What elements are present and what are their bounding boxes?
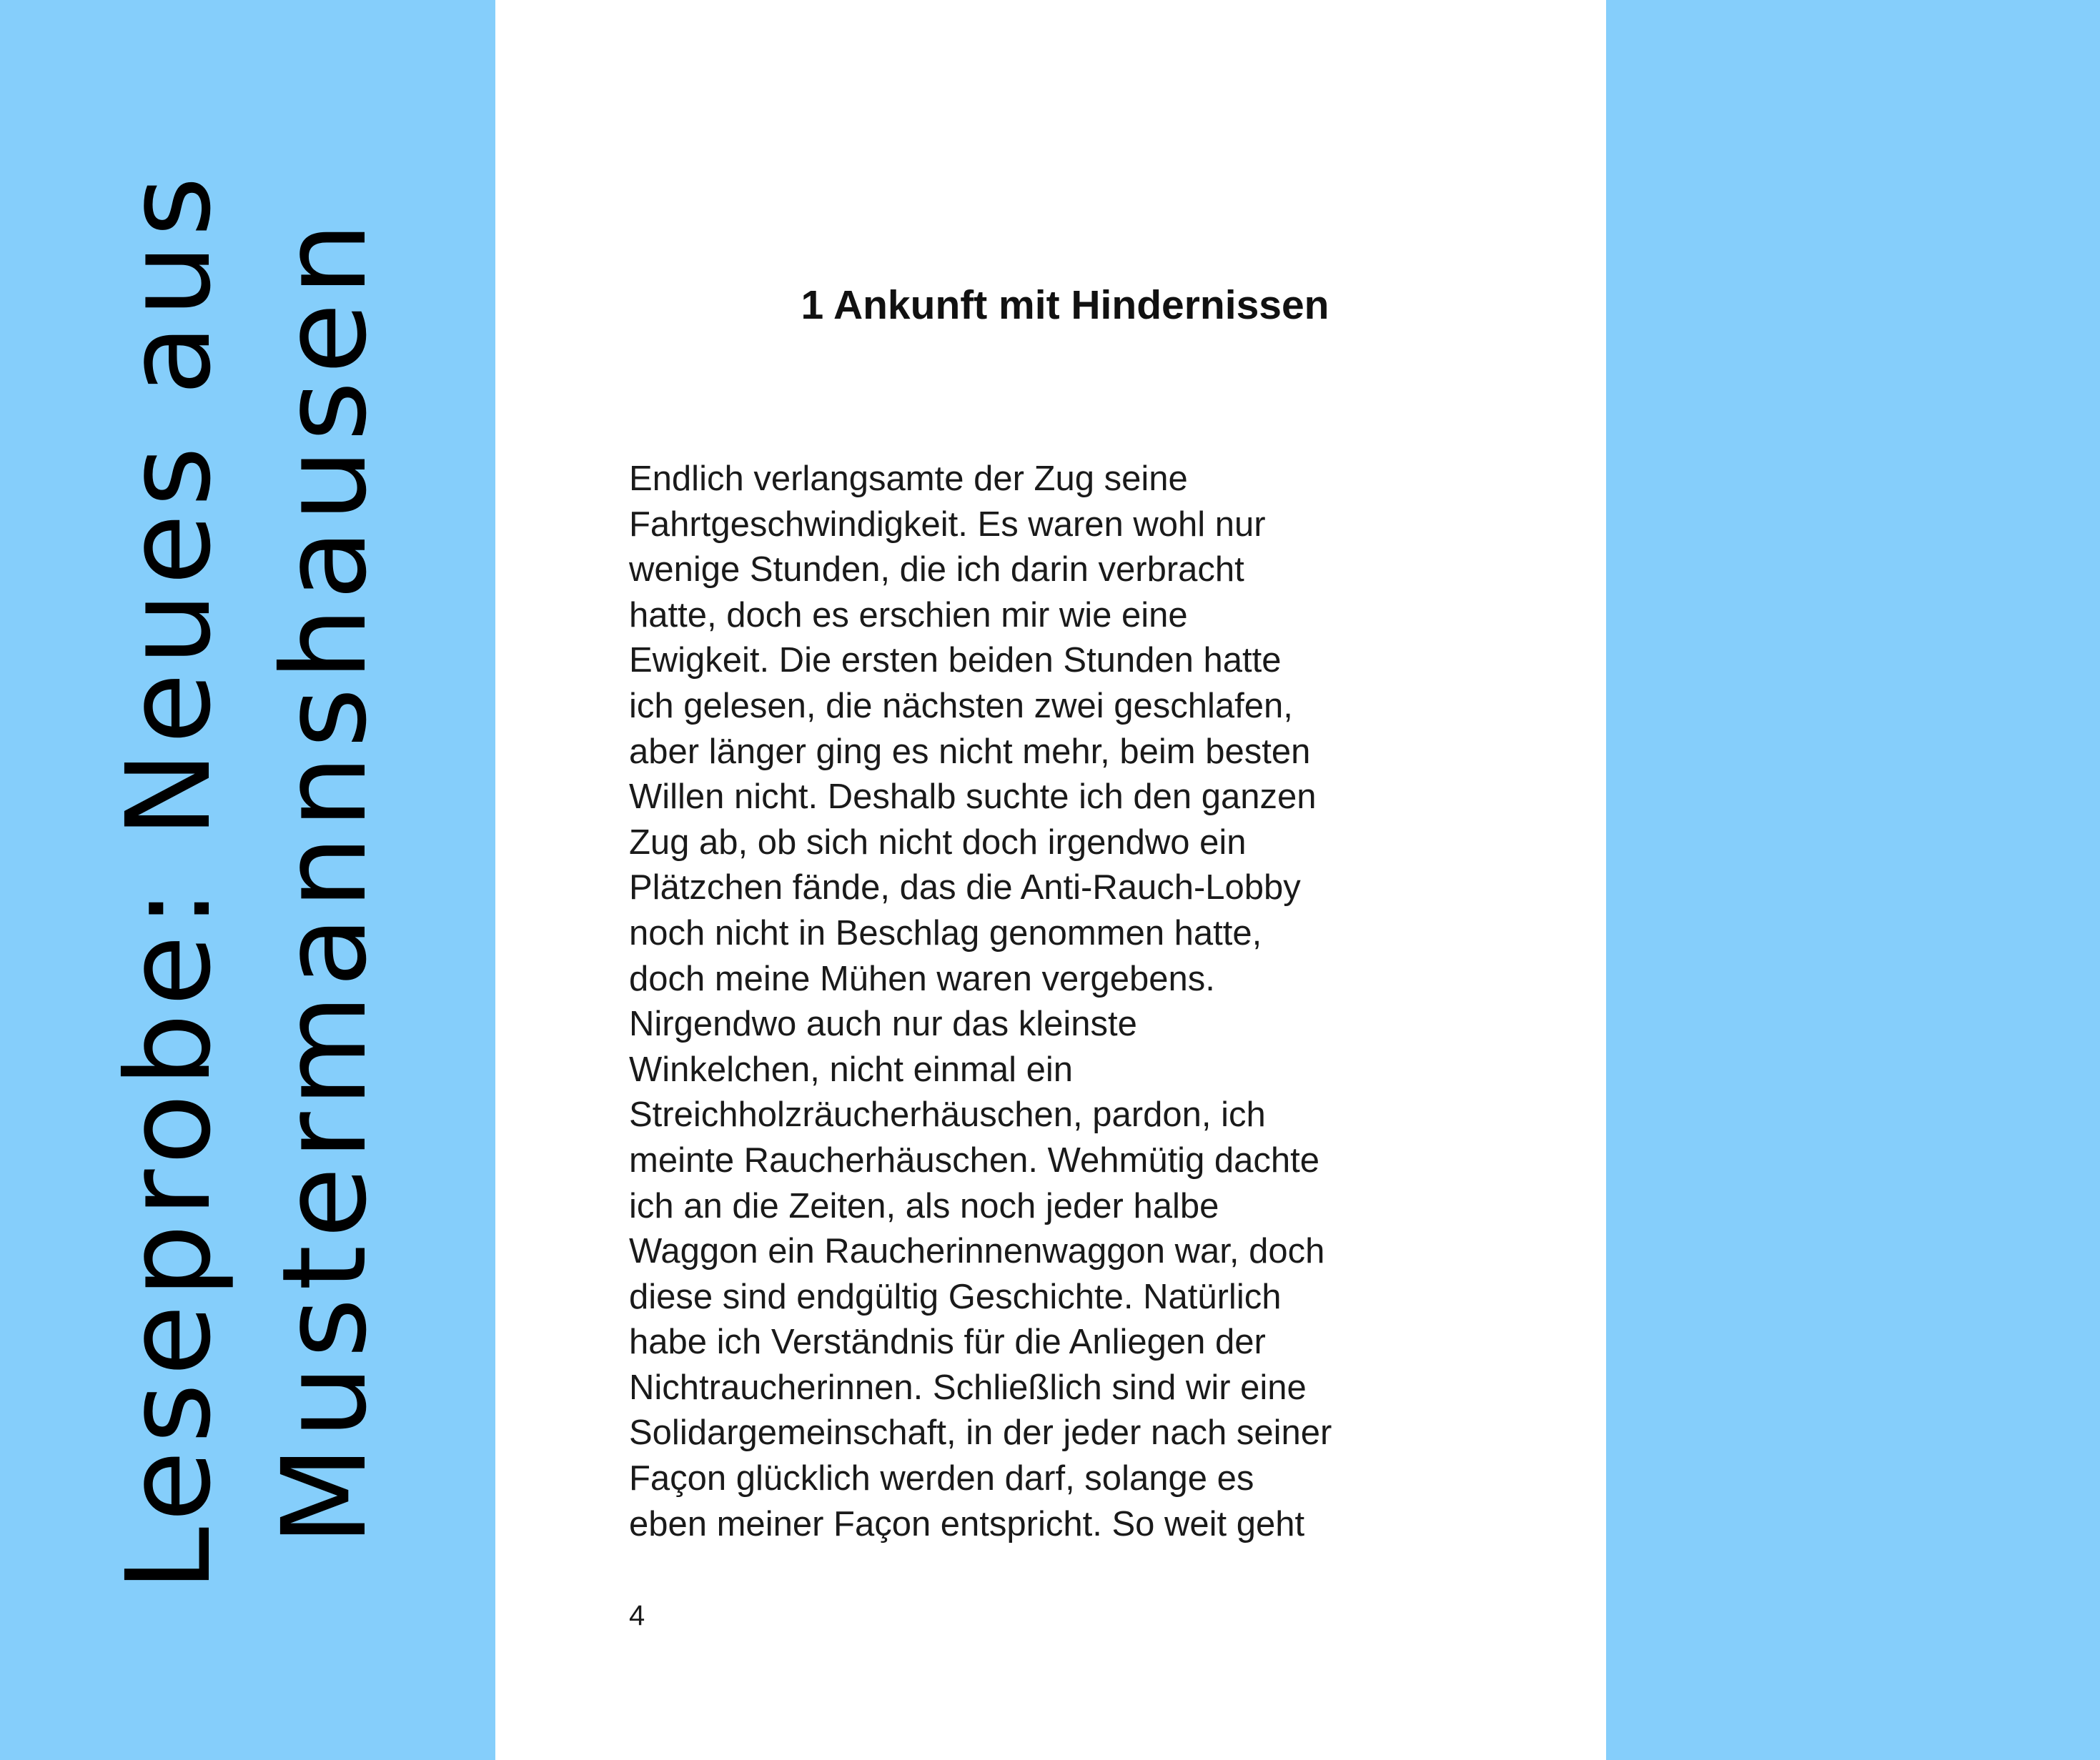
text-line: Ewigkeit. Die ersten beiden Stunden hatte: [629, 641, 1282, 680]
text-line: Nirgendwo auch nur das kleinste: [629, 1005, 1137, 1044]
text-line: Plätzchen fände, das die Anti-Rauch-Lobby: [629, 868, 1301, 908]
text-line: Solidargemeinschaft, in der jeder nach seiner: [629, 1413, 1332, 1453]
text-line: Streichholzräucherhäuschen, pardon, ich: [629, 1095, 1266, 1135]
text-line: Façon glücklich werden darf, solange es: [629, 1459, 1254, 1498]
left-title-panel: [0, 0, 495, 1760]
text-line: ich gelesen, die nächsten zwei geschlafen,: [629, 686, 1293, 725]
text-line: eben meiner Façon entspricht. So weit geht: [629, 1504, 1305, 1543]
text-line: Willen nicht. Deshalb suchte ich den ganzen: [629, 777, 1317, 817]
text-line: Endlich verlangsamte der Zug seine: [629, 459, 1188, 498]
book-page: [495, 0, 1606, 1760]
text-line: ich an die Zeiten, als noch jeder halbe: [629, 1186, 1219, 1225]
text-line: Nichtraucherinnen. Schließlich sind wir eine: [629, 1368, 1307, 1407]
text-line: habe ich Verständnis für die Anliegen der: [629, 1323, 1266, 1362]
right-background-panel: [1606, 0, 2100, 1760]
text-line: Winkelchen, nicht einmal ein: [629, 1050, 1073, 1089]
text-line: noch nicht in Beschlag genommen hatte,: [629, 913, 1262, 953]
title-line-1: Leseprobe: Neues aus: [102, 169, 237, 1592]
text-line: aber länger ging es nicht mehr, beim besten: [629, 732, 1311, 771]
vertical-title: [91, 169, 403, 1591]
body-text: [629, 457, 1572, 1547]
text-line: hatte, doch es erschien mir wie eine: [629, 595, 1188, 635]
page-number: 4: [629, 1600, 645, 1631]
text-line: Waggon ein Raucherinnenwaggon war, doch: [629, 1232, 1325, 1271]
text-line: Zug ab, ob sich nicht doch irgendwo ein: [629, 822, 1247, 862]
title-line-2: Mustermannshausen: [258, 215, 392, 1546]
text-line: meinte Raucherhäuschen. Wehmütig dachte: [629, 1140, 1320, 1180]
text-line: diese sind endgültig Geschichte. Natürlich: [629, 1277, 1282, 1316]
text-line: doch meine Mühen waren vergebens.: [629, 959, 1215, 998]
text-line: wenige Stunden, die ich darin verbracht: [629, 550, 1244, 590]
chapter-heading: 1 Ankunft mit Hindernissen: [801, 282, 1329, 328]
text-line: Fahrtgeschwindigkeit. Es waren wohl nur: [629, 504, 1266, 544]
